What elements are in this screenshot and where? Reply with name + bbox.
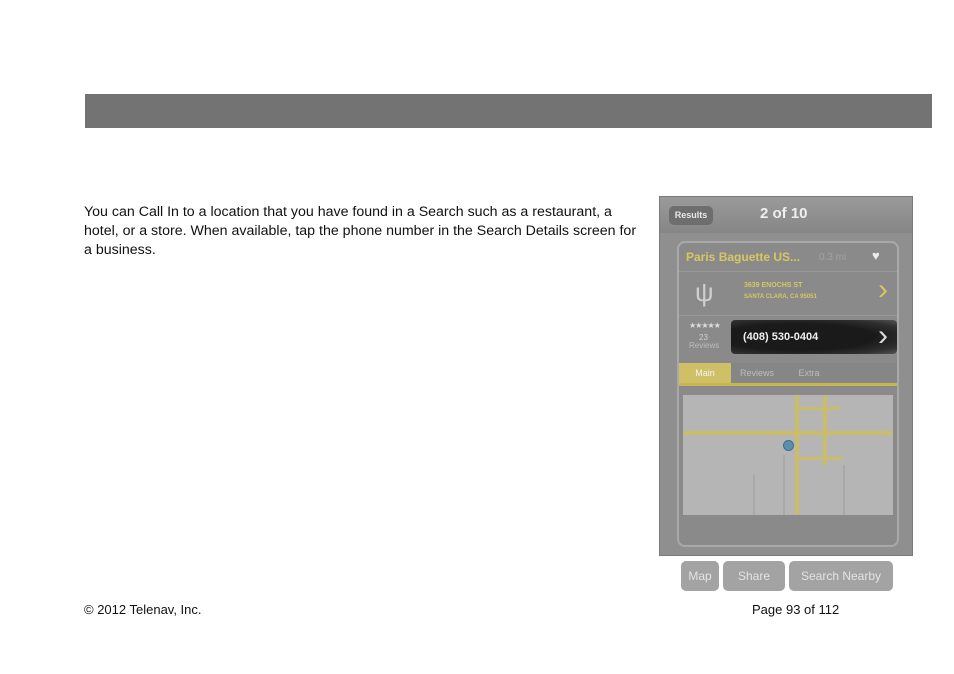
action-bar bbox=[679, 561, 897, 595]
tab-extra[interactable]: Extra bbox=[798, 368, 820, 378]
results-back-button[interactable]: Results bbox=[669, 205, 713, 225]
phone-number-button[interactable] bbox=[731, 320, 897, 354]
map-button[interactable]: Map bbox=[681, 561, 719, 591]
map-road bbox=[683, 431, 893, 435]
tab-reviews[interactable]: Reviews bbox=[739, 368, 774, 378]
phone-chevron-icon[interactable]: › bbox=[878, 319, 888, 352]
business-card bbox=[677, 241, 899, 583]
divider bbox=[679, 271, 897, 272]
review-count: 23 bbox=[699, 333, 708, 342]
phone-screenshot bbox=[659, 196, 913, 583]
nav-bar bbox=[660, 197, 912, 233]
footer-page-number: Page 93 of 112 bbox=[752, 602, 840, 617]
map-street bbox=[843, 465, 845, 515]
map-road bbox=[795, 407, 840, 410]
search-nearby-button[interactable]: Search Nearby bbox=[789, 561, 893, 591]
detail-tabs bbox=[679, 363, 897, 386]
favorite-heart-icon[interactable]: ♥ bbox=[872, 248, 880, 263]
map-street bbox=[783, 455, 785, 515]
map-road bbox=[823, 395, 827, 465]
address-chevron-icon[interactable]: › bbox=[878, 273, 888, 306]
business-name: Paris Baguette US... bbox=[686, 250, 801, 264]
address-line-1[interactable]: 3639 ENOCHS ST bbox=[744, 282, 803, 289]
nav-title: 2 of 10 bbox=[760, 205, 808, 222]
address-line-2[interactable]: SANTA CLARA, CA 95051 bbox=[744, 294, 817, 300]
divider bbox=[679, 315, 897, 316]
map-road bbox=[795, 395, 799, 515]
tab-main[interactable]: Main bbox=[679, 363, 731, 383]
body-paragraph: You can Call In to a location that you have found in a Search such as a restaurant, a hotel, or a store. When available, tap the phone number in the Search Details screen for a business. bbox=[84, 204, 637, 258]
footer-copyright: © 2012 Telenav, Inc. bbox=[84, 602, 202, 617]
phone-number: (408) 530-0404 bbox=[743, 331, 819, 343]
map-street bbox=[753, 475, 755, 515]
business-distance: 0.3 mi bbox=[819, 252, 847, 263]
map-pin-icon[interactable] bbox=[783, 440, 794, 451]
location-map[interactable] bbox=[683, 395, 893, 515]
rating-stars: ★★★★★ bbox=[689, 321, 720, 330]
map-road bbox=[795, 457, 843, 460]
restaurant-fork-knife-icon: ψ bbox=[695, 277, 714, 307]
share-button[interactable]: Share bbox=[723, 561, 785, 591]
reviews-label: Reviews bbox=[689, 341, 720, 350]
header-bar bbox=[85, 94, 932, 128]
